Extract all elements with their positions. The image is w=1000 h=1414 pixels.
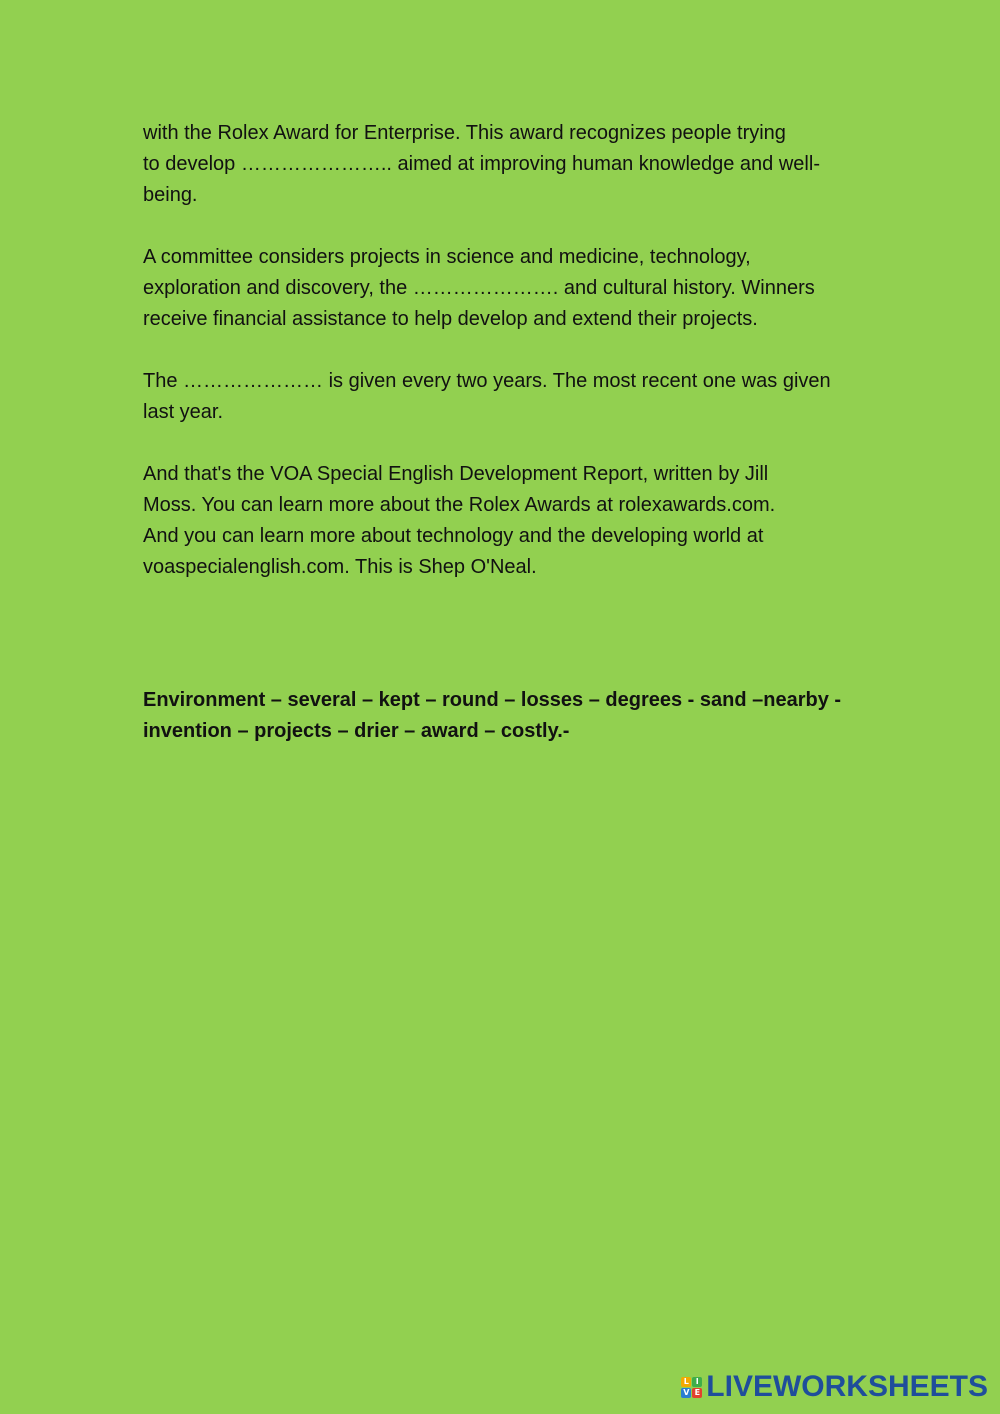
document-body (143, 118, 858, 614)
paragraph-rolex-award: with the Rolex Award for Enterprise. This award recognizes people trying to develop ………………….. aimed at improving human knowledge and well- being. (143, 122, 820, 206)
liveworksheets-logo (681, 1370, 988, 1404)
paragraph-committee: A committee considers projects in science and medicine, technology, exploration and discovery, the …………………. and cultural history. Winners receive financial assistance to help develop and extend their projects. (143, 246, 815, 330)
paragraph-award-frequency: The ………………… is given every two years. The most recent one was given last year. (143, 370, 831, 423)
logo-letter-v: V (683, 1388, 690, 1397)
logo-letter-l: L (681, 1377, 691, 1387)
paragraph-closing: And that's the VOA Special English Development Report, written by Jill Moss. You can learn more about the Rolex Awards at rolexawards.com. And you can learn more about technology and the developing world at voaspecialenglish.com. This is Shep O'Neal. (143, 463, 776, 578)
word-bank: Environment – several – kept – round – losses – degrees - sand –nearby - invention – projects – drier – award – costly.- (143, 689, 842, 742)
logo-letter-e: E (692, 1388, 702, 1398)
liveworksheets-logo-text: LIVEWORKSHEETS (706, 1370, 988, 1403)
logo-letter-i: I (692, 1377, 702, 1387)
liveworksheets-logo-icon (681, 1377, 702, 1398)
